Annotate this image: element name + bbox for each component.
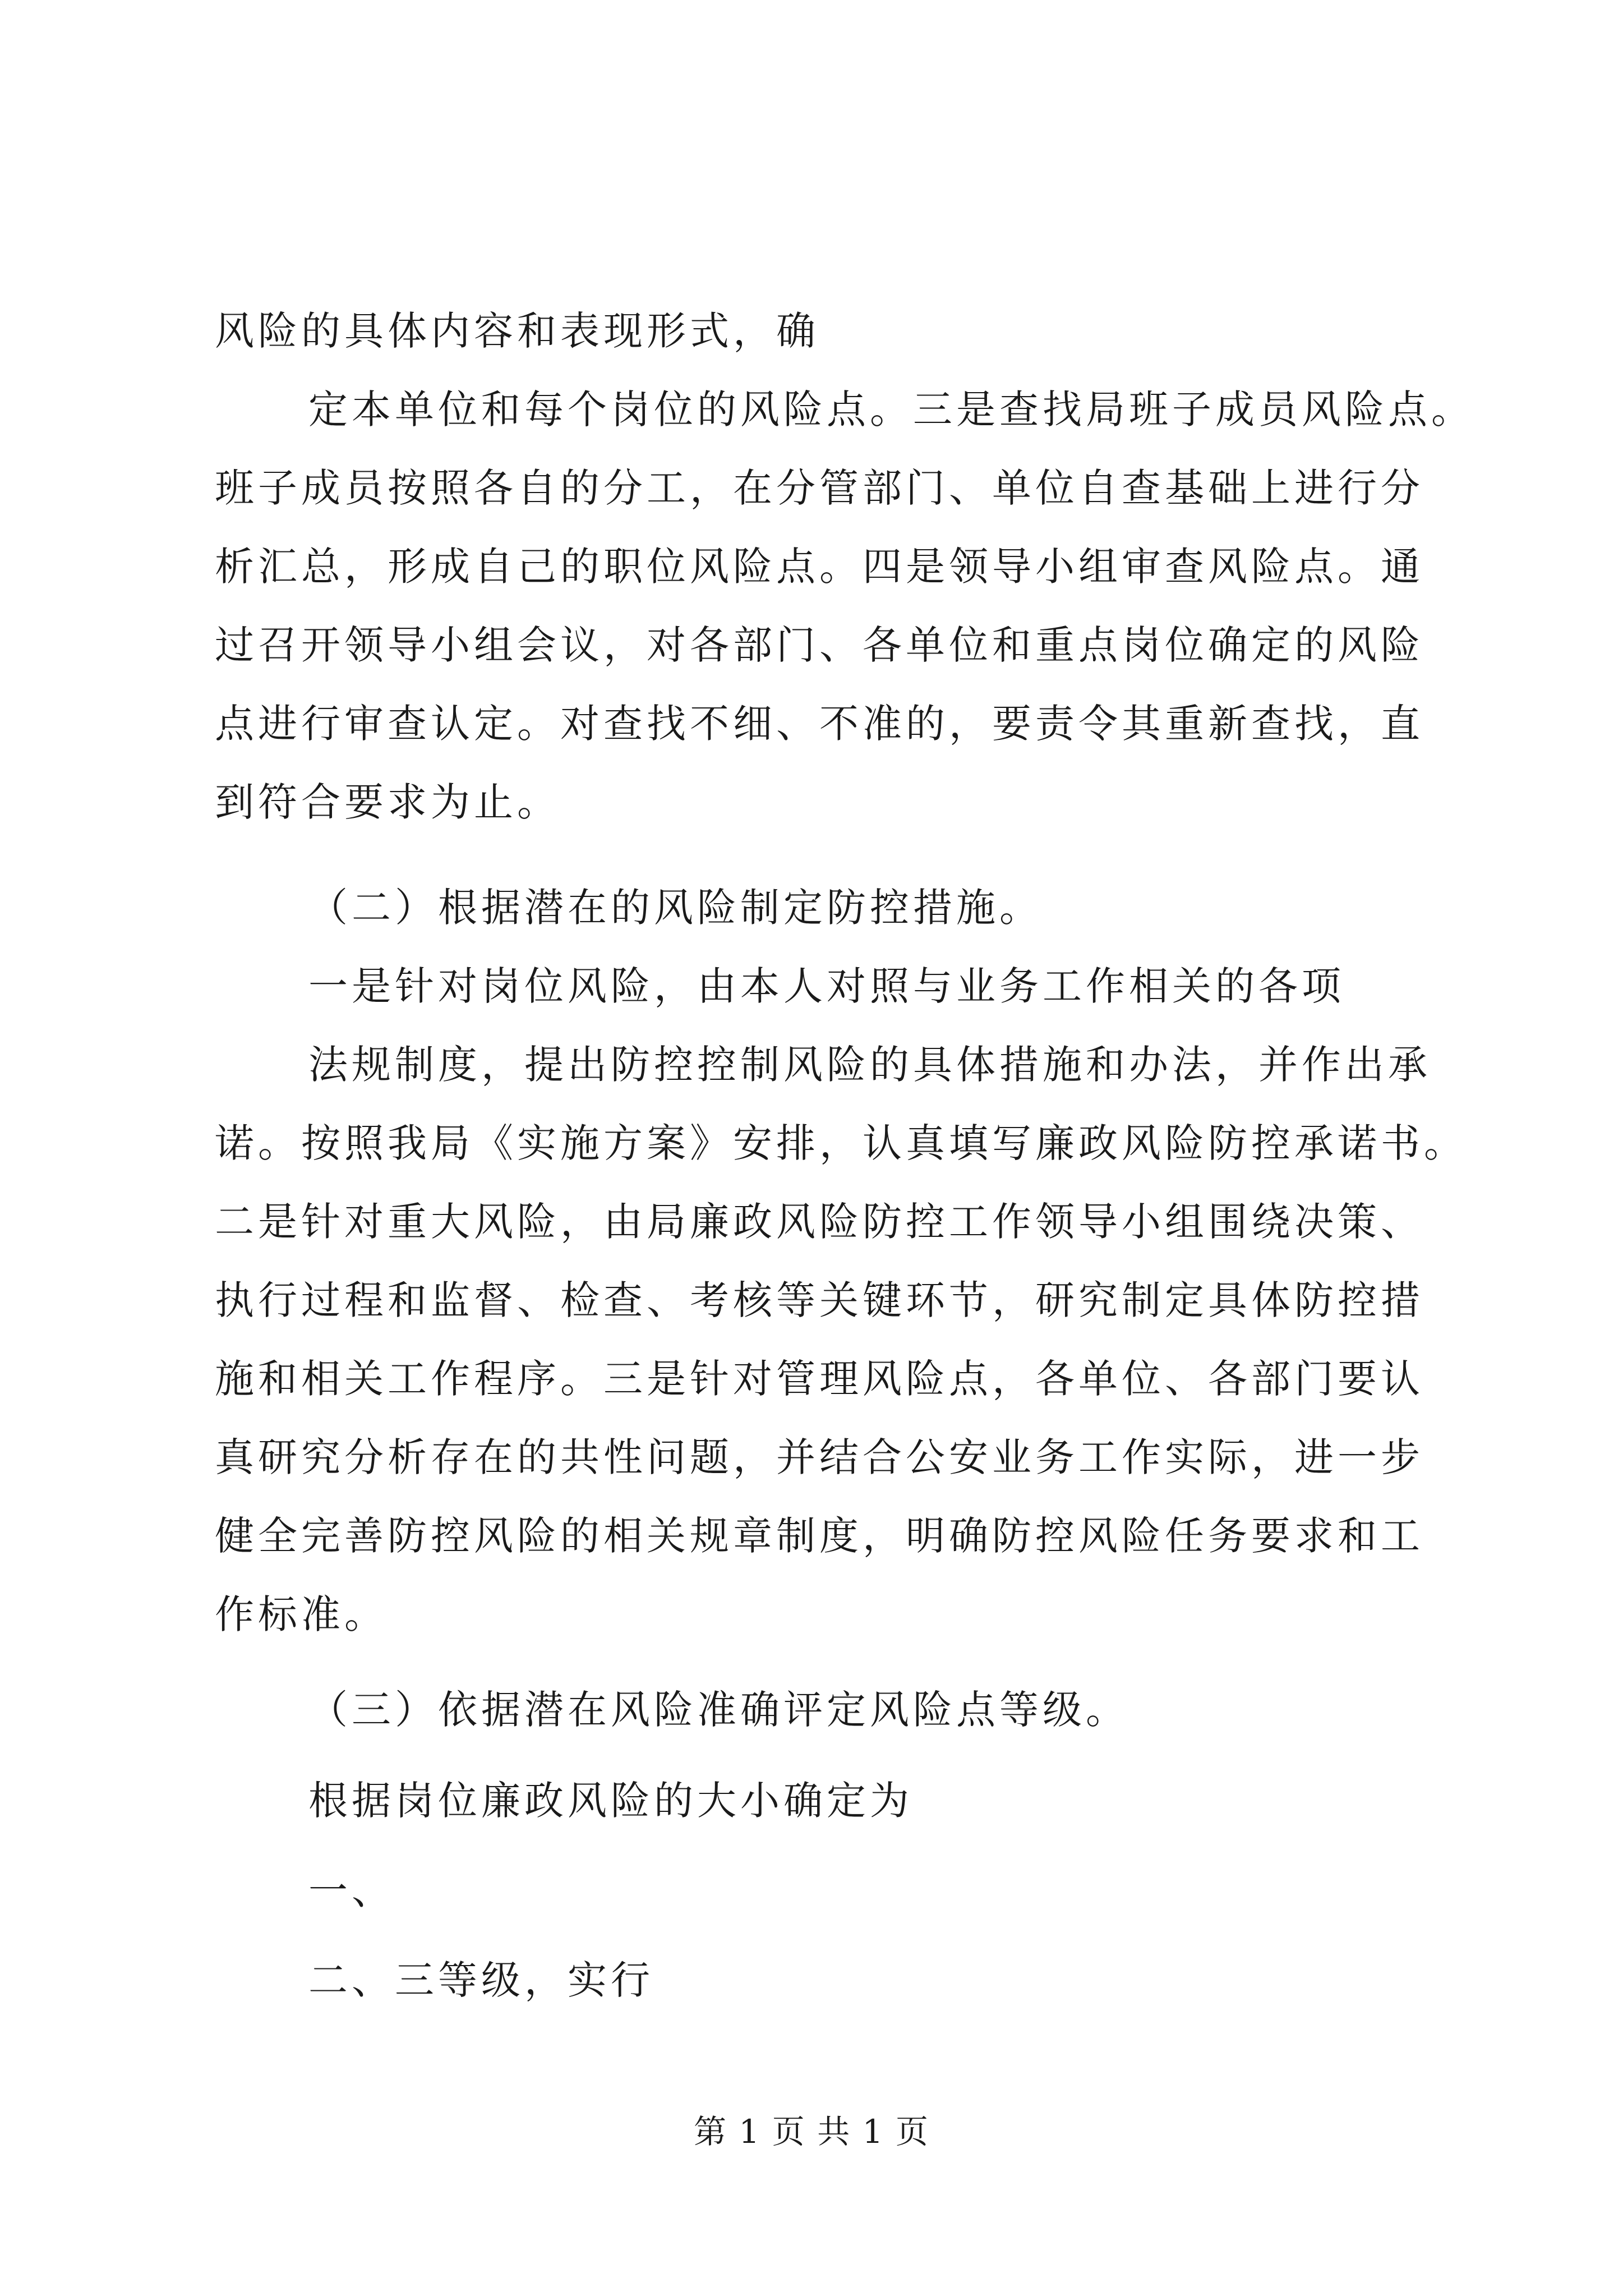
- section-heading-3: （三）依据潜在风险准确评定风险点等级。: [308, 1687, 1129, 1733]
- text-line-5: 过召开领导小组会议，对各部门、各单位和重点岗位确定的风险: [215, 622, 1424, 668]
- text-line-3: 班子成员按照各自的分工，在分管部门、单位自查基础上进行分: [215, 465, 1424, 511]
- text-line-17: 作标准。: [215, 1591, 388, 1637]
- text-line-13: 执行过程和监督、检查、考核等关键环节，研究制定具体防控措: [215, 1277, 1424, 1323]
- text-line-19: 根据岗位廉政风险的大小确定为: [308, 1778, 913, 1824]
- text-line-1: 风险的具体内容和表现形式，确: [215, 308, 819, 354]
- text-line-12: 二是针对重大风险，由局廉政风险防控工作领导小组围绕决策、: [215, 1199, 1424, 1245]
- text-line-10: 法规制度，提出防控控制风险的具体措施和办法，并作出承: [308, 1042, 1431, 1088]
- section-heading-2: （二）根据潜在的风险制定防控措施。: [308, 885, 1043, 931]
- text-line-6: 点进行审查认定。对查找不细、不准的，要责令其重新查找，直: [215, 701, 1424, 747]
- page-footer: 第 1 页 共 1 页: [694, 2113, 929, 2151]
- text-line-2: 定本单位和每个岗位的风险点。三是查找局班子成员风险点。: [308, 386, 1474, 432]
- text-line-7: 到符合要求为止。: [215, 779, 560, 825]
- text-line-15: 真研究分析存在的共性问题，并结合公安业务工作实际，进一步: [215, 1434, 1424, 1480]
- text-line-20: 一、: [308, 1867, 395, 1913]
- text-line-4: 析汇总，形成自己的职位风险点。四是领导小组审查风险点。通: [215, 544, 1424, 590]
- text-line-21: 二、三等级，实行: [308, 1957, 654, 2003]
- text-line-16: 健全完善防控风险的相关规章制度，明确防控风险任务要求和工: [215, 1513, 1424, 1559]
- text-line-14: 施和相关工作程序。三是针对管理风险点，各单位、各部门要认: [215, 1356, 1424, 1402]
- text-line-9: 一是针对岗位风险，由本人对照与业务工作相关的各项: [308, 963, 1345, 1009]
- text-line-11: 诺。按照我局《实施方案》安排，认真填写廉政风险防控承诺书。: [215, 1120, 1467, 1166]
